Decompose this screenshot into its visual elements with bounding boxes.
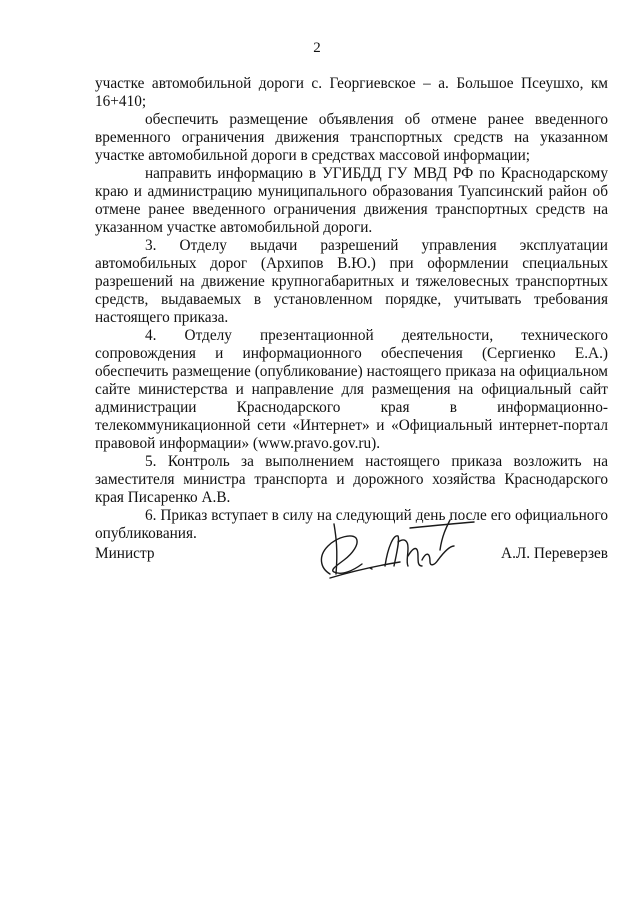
paragraph-item-4: 4. Отделу презентационной деятельности, технического сопровождения и информационного обеспечения (Сергиенко Е.А.) обеспечить размещение (опубликование) настоящего приказа на официальном сайте министерства и направление для размещения на официальный сайт администрации Краснодарского края в информационно-телекоммуникационной сети «Интернет» и «Официальный интернет-портал правовой информации» (www.pravo.gov.ru). — [95, 327, 608, 452]
paragraph-item-6: 6. Приказ вступает в силу на следующий день после его официального опубликования. — [95, 507, 608, 542]
document-body — [95, 75, 608, 543]
page-number: 2 — [313, 40, 321, 56]
signatory-name: А.Л. Переверзев — [501, 545, 608, 562]
paragraph-media-announcement: обеспечить размещение объявления об отмене ранее введенного временного ограничения движения транспортных средств на указанном участке автомобильной дороги в средствах массовой информации; — [95, 111, 608, 164]
paragraph-item-5: 5. Контроль за выполнением настоящего приказа возложить на заместителя министра транспорта и дорожного хозяйства Краснодарского края Писаренко А.В. — [95, 453, 608, 506]
handwritten-signature — [290, 516, 480, 582]
signature-block — [95, 540, 608, 580]
paragraph-police-notification: направить информацию в УГИБДД ГУ МВД РФ по Краснодарскому краю и администрацию муниципального образования Туапсинский район об отмене ранее введенного ограничения движения транспортных средств на указанном участке автомобильной дороги. — [95, 165, 608, 236]
paragraph-road-section: участке автомобильной дороги с. Георгиевское – а. Большое Псеушхо, км 16+410; — [95, 75, 608, 110]
paragraph-item-3: 3. Отделу выдачи разрешений управления эксплуатации автомобильных дорог (Архипов В.Ю.) при оформлении специальных разрешений на движение крупногабаритных и тяжеловесных транспортных средств, выдаваемых в установленном порядке, учитывать требования настоящего приказа. — [95, 237, 608, 326]
signatory-title: Министр — [95, 545, 155, 562]
